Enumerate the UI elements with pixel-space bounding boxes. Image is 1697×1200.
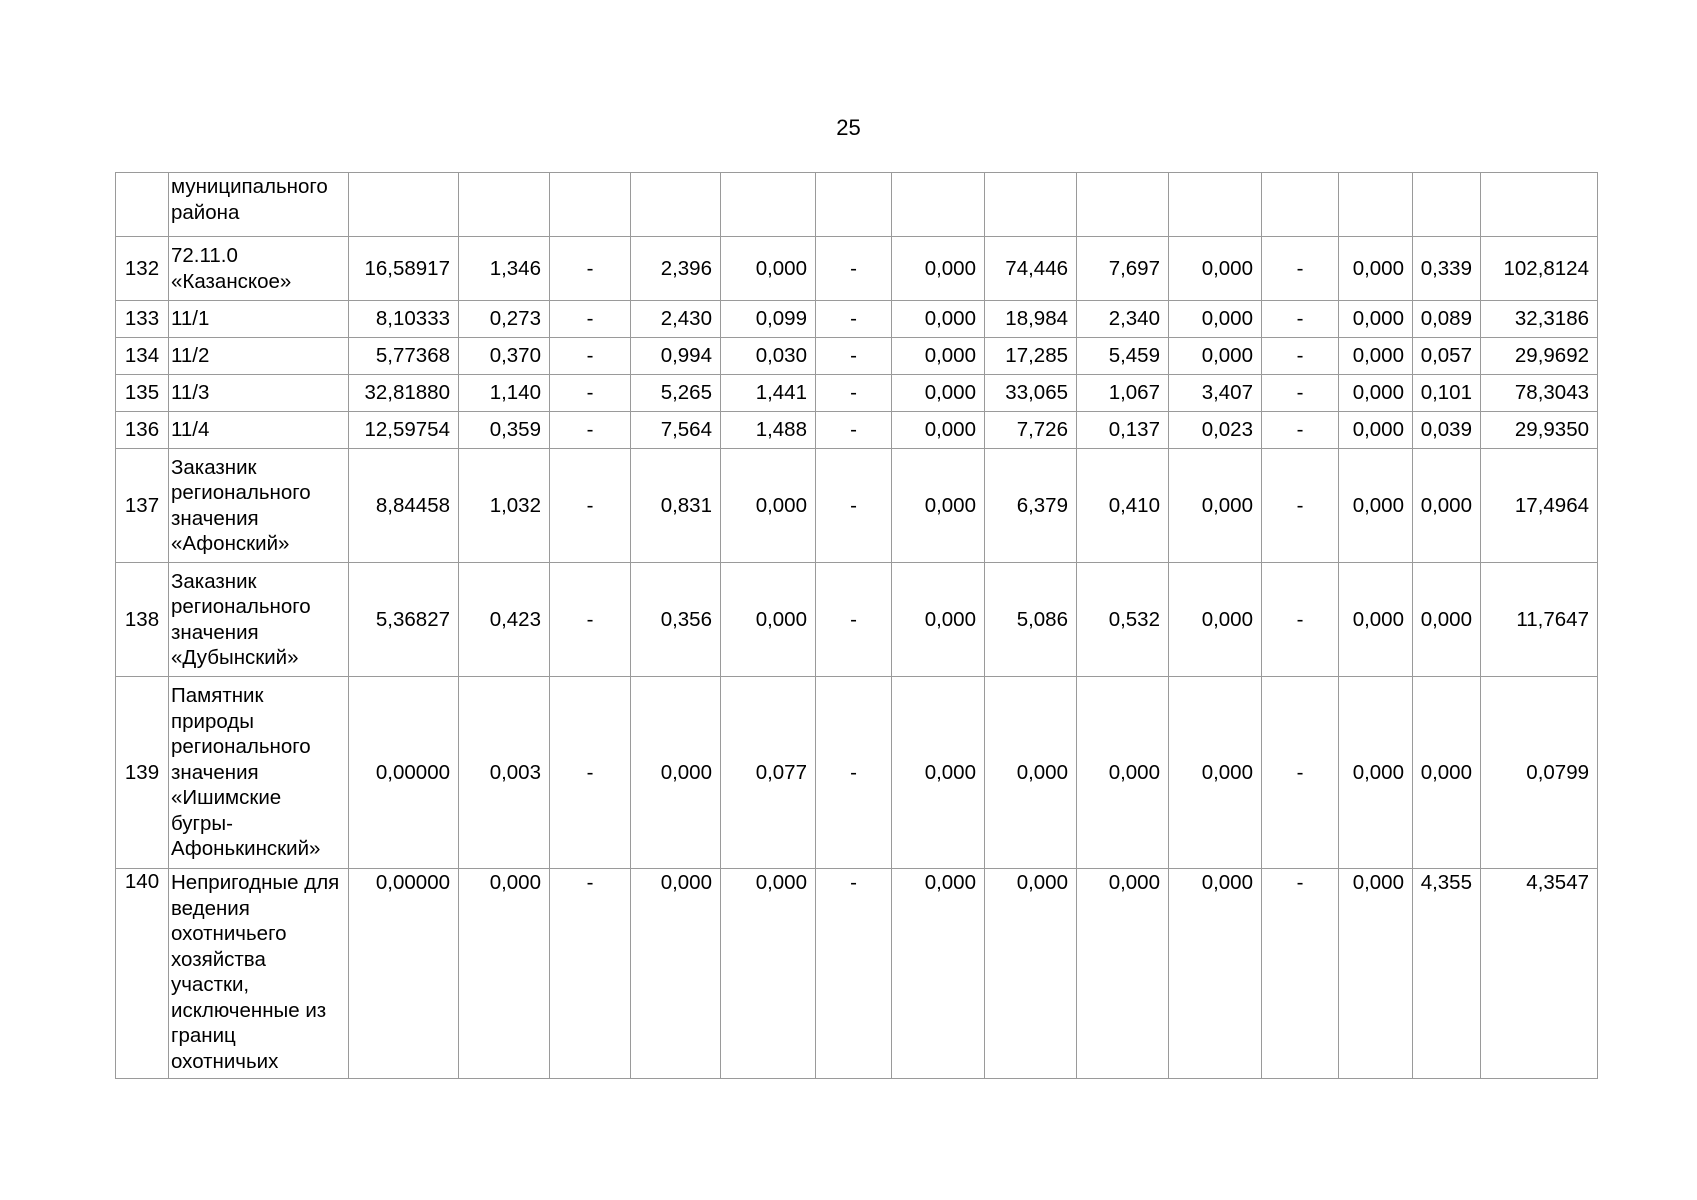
cell-c2: 0,000 — [459, 869, 550, 1079]
cell-row-number: 138 — [116, 563, 169, 677]
cell-name: 11/3 — [169, 375, 349, 412]
cell-c4: 0,000 — [631, 677, 721, 869]
cell-c5: 1,441 — [721, 375, 816, 412]
cell-c8: 18,984 — [985, 301, 1077, 338]
cell-c7: 0,000 — [892, 449, 985, 563]
cell-c12: 0,000 — [1339, 338, 1413, 375]
cell-c1: 5,36827 — [349, 563, 459, 677]
cell-c9: 5,459 — [1077, 338, 1169, 375]
cell-c12: 0,000 — [1339, 449, 1413, 563]
cell-c7: 0,000 — [892, 869, 985, 1079]
cell-c1: 0,00000 — [349, 677, 459, 869]
cell-c1: 12,59754 — [349, 412, 459, 449]
cell-c5: 0,000 — [721, 449, 816, 563]
cell-row-number: 140 — [116, 869, 169, 1079]
cell-c7: 0,000 — [892, 237, 985, 301]
cell-c14: 29,9350 — [1481, 412, 1598, 449]
cell-c2: 1,032 — [459, 449, 550, 563]
cell-c8: 7,726 — [985, 412, 1077, 449]
cell-c10: 3,407 — [1169, 375, 1262, 412]
cell-c7: 0,000 — [892, 677, 985, 869]
cell-c3: - — [550, 338, 631, 375]
cell-c8: 33,065 — [985, 375, 1077, 412]
cell-c1: 16,58917 — [349, 237, 459, 301]
cell-c4: 7,564 — [631, 412, 721, 449]
cell-c7: 0,000 — [892, 301, 985, 338]
cell-c4: 0,000 — [631, 869, 721, 1079]
cell-c6: - — [816, 449, 892, 563]
cell-c14: 11,7647 — [1481, 563, 1598, 677]
cell-c11: - — [1262, 563, 1339, 677]
cell-c5: 0,030 — [721, 338, 816, 375]
cell-c13: 0,039 — [1413, 412, 1481, 449]
cell-c14: 32,3186 — [1481, 301, 1598, 338]
cell-c5: 0,099 — [721, 301, 816, 338]
cell-row-number: 135 — [116, 375, 169, 412]
cell-c3: - — [550, 301, 631, 338]
cell-c5: 0,000 — [721, 869, 816, 1079]
cell-c13: 0,000 — [1413, 563, 1481, 677]
cell-num — [116, 173, 169, 237]
cell-row-number: 133 — [116, 301, 169, 338]
cell-c12: 0,000 — [1339, 412, 1413, 449]
cell-c8: 0,000 — [985, 677, 1077, 869]
cell-c6: - — [816, 375, 892, 412]
cell-c13: 0,000 — [1413, 449, 1481, 563]
cell-c2: 1,346 — [459, 237, 550, 301]
cell-c8: 74,446 — [985, 237, 1077, 301]
cell-c12: 0,000 — [1339, 869, 1413, 1079]
cell-name: 11/4 — [169, 412, 349, 449]
cell-c7: 0,000 — [892, 338, 985, 375]
cell-c13: 0,339 — [1413, 237, 1481, 301]
table-row — [116, 375, 1598, 412]
cell-c10: 0,023 — [1169, 412, 1262, 449]
page-number: 25 — [836, 115, 861, 140]
cell-c11: - — [1262, 301, 1339, 338]
cell-c3: - — [550, 677, 631, 869]
table-row — [116, 412, 1598, 449]
cell-c12: 0,000 — [1339, 237, 1413, 301]
cell-c6: - — [816, 563, 892, 677]
cell-row-number: 136 — [116, 412, 169, 449]
table-row — [116, 869, 1598, 1079]
cell-c1: 32,81880 — [349, 375, 459, 412]
cell-c2: 0,370 — [459, 338, 550, 375]
cell-c4: 0,356 — [631, 563, 721, 677]
cell-c5: 0,000 — [721, 563, 816, 677]
cell-c11: - — [1262, 412, 1339, 449]
cell-c14: 0,0799 — [1481, 677, 1598, 869]
cell-c6: - — [816, 237, 892, 301]
cell-c9: 1,067 — [1077, 375, 1169, 412]
cell-c6: - — [816, 869, 892, 1079]
cell-c3: - — [550, 375, 631, 412]
cell-name: муниципального района — [169, 173, 349, 237]
cell-row-number: 132 — [116, 237, 169, 301]
cell-c13: 0,000 — [1413, 677, 1481, 869]
cell-c11: - — [1262, 449, 1339, 563]
cell-c10: 0,000 — [1169, 237, 1262, 301]
data-table — [115, 172, 1598, 1079]
cell-c7: 0,000 — [892, 563, 985, 677]
cell-c6: - — [816, 338, 892, 375]
cell-c10: 0,000 — [1169, 449, 1262, 563]
cell-c1: 8,10333 — [349, 301, 459, 338]
cell-c13: 0,089 — [1413, 301, 1481, 338]
cell-c14: 29,9692 — [1481, 338, 1598, 375]
cell-c4: 0,994 — [631, 338, 721, 375]
cell-c10: 0,000 — [1169, 563, 1262, 677]
table-row — [116, 449, 1598, 563]
cell-name: 11/1 — [169, 301, 349, 338]
cell-c3: - — [550, 563, 631, 677]
cell-row-number: 137 — [116, 449, 169, 563]
cell-c1: 0,00000 — [349, 869, 459, 1079]
cell-c11: - — [1262, 375, 1339, 412]
cell-c2: 0,273 — [459, 301, 550, 338]
cell-c10: 0,000 — [1169, 338, 1262, 375]
cell-c9: 0,000 — [1077, 869, 1169, 1079]
cell-c3: - — [550, 412, 631, 449]
cell-c7: 0,000 — [892, 375, 985, 412]
cell-c4: 5,265 — [631, 375, 721, 412]
cell-c4: 2,396 — [631, 237, 721, 301]
cell-c12: 0,000 — [1339, 563, 1413, 677]
cell-c3: - — [550, 449, 631, 563]
cell-c2: 0,423 — [459, 563, 550, 677]
cell-c11: - — [1262, 869, 1339, 1079]
cell-row-number: 134 — [116, 338, 169, 375]
table-row — [116, 237, 1598, 301]
cell-c8: 5,086 — [985, 563, 1077, 677]
cell-c7: 0,000 — [892, 412, 985, 449]
cell-c5: 1,488 — [721, 412, 816, 449]
cell-c8: 0,000 — [985, 869, 1077, 1079]
cell-c1: 8,84458 — [349, 449, 459, 563]
table-row — [116, 338, 1598, 375]
cell-c13: 0,057 — [1413, 338, 1481, 375]
cell-c10: 0,000 — [1169, 677, 1262, 869]
cell-c6: - — [816, 412, 892, 449]
cell-c5: 0,000 — [721, 237, 816, 301]
cell-name: Заказник регионального значения «Дубынский» — [169, 563, 349, 677]
cell-c3: - — [550, 869, 631, 1079]
table-row-continuation — [116, 173, 1598, 237]
cell-c2: 0,003 — [459, 677, 550, 869]
cell-c8: 6,379 — [985, 449, 1077, 563]
table-row — [116, 301, 1598, 338]
cell-c11: - — [1262, 338, 1339, 375]
cell-c11: - — [1262, 237, 1339, 301]
cell-c4: 0,831 — [631, 449, 721, 563]
table-row — [116, 677, 1598, 869]
cell-c9: 7,697 — [1077, 237, 1169, 301]
cell-c14: 4,3547 — [1481, 869, 1598, 1079]
cell-c3: - — [550, 237, 631, 301]
cell-c12: 0,000 — [1339, 375, 1413, 412]
cell-c6: - — [816, 301, 892, 338]
cell-c10: 0,000 — [1169, 869, 1262, 1079]
cell-c8: 17,285 — [985, 338, 1077, 375]
cell-c2: 0,359 — [459, 412, 550, 449]
cell-c9: 2,340 — [1077, 301, 1169, 338]
cell-c12: 0,000 — [1339, 301, 1413, 338]
cell-c12: 0,000 — [1339, 677, 1413, 869]
cell-row-number: 139 — [116, 677, 169, 869]
cell-c2: 1,140 — [459, 375, 550, 412]
cell-c9: 0,137 — [1077, 412, 1169, 449]
cell-c9: 0,000 — [1077, 677, 1169, 869]
cell-c1: 5,77368 — [349, 338, 459, 375]
cell-c13: 4,355 — [1413, 869, 1481, 1079]
cell-c14: 17,4964 — [1481, 449, 1598, 563]
cell-name: 72.11.0 «Казанское» — [169, 237, 349, 301]
cell-name: Памятник природы регионального значения «Ишимские бугры-Афонькинский» — [169, 677, 349, 869]
cell-c5: 0,077 — [721, 677, 816, 869]
cell-c9: 0,410 — [1077, 449, 1169, 563]
table-row — [116, 563, 1598, 677]
cell-name: Непригодные для ведения охотничьего хозяйства участки, исключенные из границ охотничьих — [169, 869, 349, 1079]
cell-c14: 102,8124 — [1481, 237, 1598, 301]
cell-c14: 78,3043 — [1481, 375, 1598, 412]
cell-c11: - — [1262, 677, 1339, 869]
cell-c4: 2,430 — [631, 301, 721, 338]
cell-c10: 0,000 — [1169, 301, 1262, 338]
cell-c6: - — [816, 677, 892, 869]
cell-c13: 0,101 — [1413, 375, 1481, 412]
cell-c9: 0,532 — [1077, 563, 1169, 677]
cell-name: Заказник регионального значения «Афонский» — [169, 449, 349, 563]
cell-name: 11/2 — [169, 338, 349, 375]
